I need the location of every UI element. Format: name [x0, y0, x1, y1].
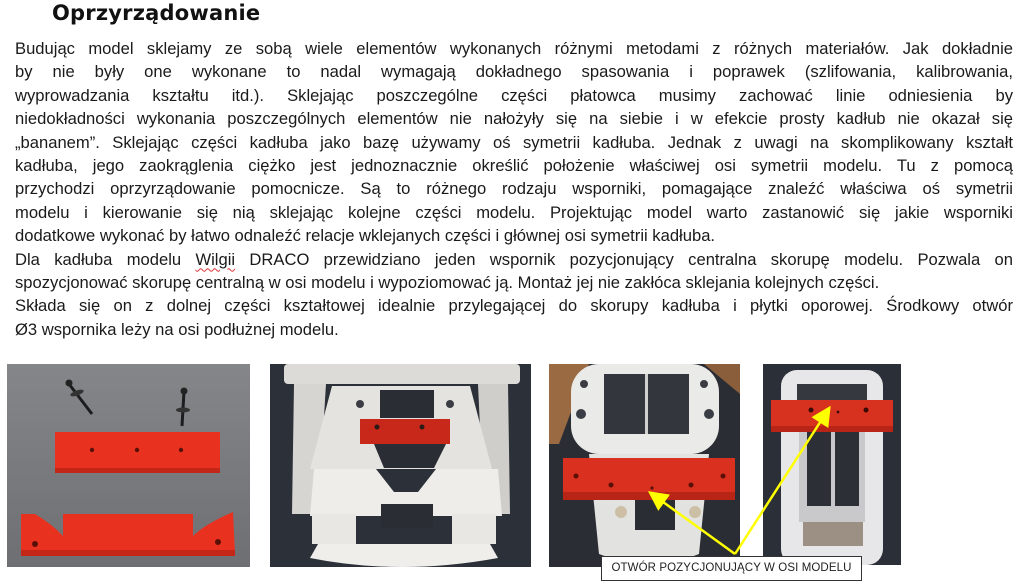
paragraph-line: dodatkowe wykonać by łatwo odnaleźć relacje wklejanych części i głównej osi symetrii kadłuba.	[15, 226, 716, 246]
photo-fuselage-bracket-hole	[549, 364, 740, 567]
bracket-parts-illustration	[7, 364, 250, 567]
text-run: DRACO przewidziano jeden wspornik pozycjonujący centralna skorupę modelu. Pozwala on	[235, 249, 1013, 269]
paragraph2-line	[15, 248, 1013, 271]
spellcheck-flagged-word[interactable]: Wilgii	[195, 249, 236, 269]
paragraph-line: przychodzi oprzyrządowanie pomocnicze. Są to różnego rodzaju wsporniki, pomagające znaleźć właściwa oś symetrii	[15, 179, 1013, 199]
paragraph2-line: spozycjonować skorupę centralną w osi modelu i wypoziomować ją. Montaż jej nie zakłóca sklejania kolejnych części.	[15, 273, 880, 293]
page-title: Oprzyrządowanie	[52, 1, 261, 25]
paragraph-line: niedokładności wykonania poszczególnych elementów nie nałożyły się na siebie i w efekcie prosty kadłub nie okazał się	[15, 109, 1013, 129]
fuselage-top-illustration	[763, 364, 901, 565]
callout-label: OTWÓR POZYCJONUJĄCY W OSI MODELU	[601, 556, 862, 581]
photo-shell-front-view	[270, 364, 531, 567]
text-run: Dla kadłuba modelu	[15, 249, 196, 269]
paragraph-line: wyprowadzania kształtu itd.). Sklejając poszczególne części płatowca musimy zachować linie odniesienia by	[15, 85, 1013, 105]
body-text	[15, 37, 1013, 341]
paragraph-line: Budując model sklejamy ze sobą wiele elementów wykonanych różnymi metodami z różnych materiałów. Jak dokładnie	[15, 39, 1013, 58]
paragraph2-line: Ø3 wspornika leży na osi podłużnej modelu.	[15, 319, 339, 339]
paragraph-line: by nie były one wykonane to nadal wymagają dokładnego spasowania i poprawek (szlifowania, kalibrowania,	[15, 62, 1013, 82]
fuselage-bracket-illustration	[549, 364, 740, 567]
shell-front-illustration	[270, 364, 531, 567]
paragraph-line: „bananem”. Sklejając części kadłuba jako bazę używamy oś symetrii kadłuba. Jednak z uwagi na skomplikowany kształt	[15, 132, 1013, 152]
paragraph-line: kadłuba, jego zaokrąglenia ciężko jest jednoznacznie określić położenie właściwej osi symetrii modelu. Tu z pomocą	[15, 156, 1013, 176]
paragraph2-line: Składa się on z dolnej części kształtowej idealnie przylegającej do skorupy kadłuba i płytki oporowej. Środkowy otwór	[15, 296, 1013, 316]
paragraph-line: modelu i kierowanie się nią sklejając kolejne części modelu. Projektując model warto zastanowić się jakie wsporniki	[15, 202, 1013, 222]
photo-fuselage-top-view	[763, 364, 901, 565]
photo-bracket-parts	[7, 364, 250, 567]
